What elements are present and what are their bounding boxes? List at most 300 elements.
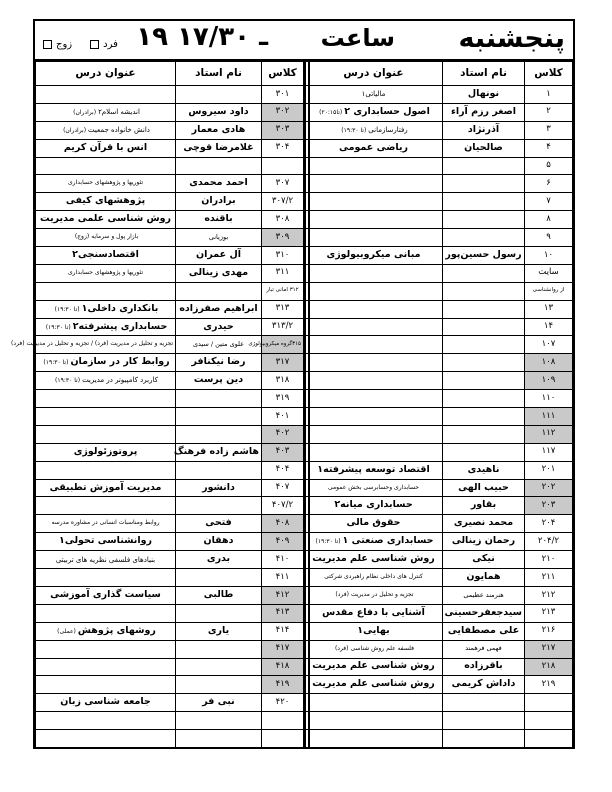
course-title: روانشناسی تحولی۱ xyxy=(59,535,152,547)
course-title: فلسفه علم روش شناسی xyxy=(350,644,415,652)
right-header-row xyxy=(305,62,573,86)
course-cell xyxy=(36,658,176,676)
table-row xyxy=(305,604,573,622)
time-range: ۱۹ ـ ۱۷/۳۰ xyxy=(136,22,268,52)
instructor-cell: احمد محمدی xyxy=(176,175,262,193)
room-column-header: کلاس xyxy=(525,62,573,86)
table-row xyxy=(36,336,304,354)
instructor-cell: اصغر رزم آراء xyxy=(443,103,525,121)
table-row xyxy=(36,569,304,587)
course-title: آشنایی با دفاع مقدس xyxy=(322,606,425,618)
instructor-cell xyxy=(176,658,262,676)
instructor-cell xyxy=(443,211,525,229)
room-cell: ۳۱۲ امانی تبار xyxy=(262,282,304,300)
instructor-cell: باقنده xyxy=(176,211,262,229)
course-cell xyxy=(305,86,443,104)
course-cell xyxy=(36,211,176,229)
course-cell xyxy=(305,658,443,676)
course-cell xyxy=(305,586,443,604)
room-cell: ۲ xyxy=(525,103,573,121)
table-row xyxy=(36,551,304,569)
room-cell: ۴۰۲ xyxy=(262,425,304,443)
room-cell: ۱۴ xyxy=(525,318,573,336)
table-row xyxy=(305,247,573,265)
room-cell: ۴۰۳ xyxy=(262,443,304,461)
course-cell xyxy=(305,622,443,640)
instructor-cell: طالبی xyxy=(176,586,262,604)
course-cell xyxy=(305,175,443,193)
room-cell: ۴۰۷ xyxy=(262,479,304,497)
instructor-cell xyxy=(176,157,262,175)
table-row xyxy=(36,676,304,694)
room-cell: ۳ xyxy=(525,121,573,139)
table-row xyxy=(36,282,304,300)
instructor-cell: بوزیانی xyxy=(176,229,262,247)
course-cell xyxy=(305,497,443,515)
table-row xyxy=(305,425,573,443)
table-row xyxy=(36,390,304,408)
course-title: تجزیه و تحلیل در مدیریت xyxy=(350,590,414,598)
course-cell xyxy=(36,443,176,461)
room-cell: ۲۰۳ xyxy=(525,497,573,515)
course-cell xyxy=(36,640,176,658)
room-cell: ۱۱۲ xyxy=(525,425,573,443)
course-cell xyxy=(36,533,176,551)
instructor-cell xyxy=(443,425,525,443)
room-cell: ۴۱۷ xyxy=(262,640,304,658)
room-cell: ۱ xyxy=(525,86,573,104)
room-cell: ۴۰۷/۲ xyxy=(262,497,304,515)
instructor-cell xyxy=(176,712,262,730)
room-cell: از روانشناسی xyxy=(525,282,573,300)
single-label: فرد xyxy=(103,39,118,50)
course-cell xyxy=(305,318,443,336)
course-cell xyxy=(36,390,176,408)
room-cell: ۴۱۴ xyxy=(262,622,304,640)
instructor-cell: مهدی زینالی xyxy=(176,264,262,282)
right-schedule-table xyxy=(304,61,573,748)
table-row xyxy=(305,533,573,551)
table-row xyxy=(36,461,304,479)
course-cell xyxy=(305,139,443,157)
course-cell xyxy=(305,533,443,551)
course-cell xyxy=(36,461,176,479)
room-cell: ۴۰۹ xyxy=(262,533,304,551)
course-cell xyxy=(36,694,176,712)
room-cell: ۳۰۳ xyxy=(262,121,304,139)
table-row xyxy=(36,86,304,104)
course-cell xyxy=(305,551,443,569)
instructor-cell xyxy=(176,640,262,658)
instructor-cell xyxy=(443,408,525,426)
table-row xyxy=(305,157,573,175)
table-row xyxy=(36,264,304,282)
room-cell: ۳۰۲ xyxy=(262,103,304,121)
course-cell xyxy=(36,569,176,587)
course-cell xyxy=(36,354,176,372)
room-cell: ۳۱۵گروه میکروبیولوژی xyxy=(262,336,304,354)
instructor-cell xyxy=(176,282,262,300)
instructor-cell: باقرزاده xyxy=(443,658,525,676)
room-cell: ۳۱۸ xyxy=(262,372,304,390)
instructor-cell: هاشم زاده فرهنگ xyxy=(176,443,262,461)
table-row xyxy=(305,300,573,318)
instructor-cell xyxy=(443,264,525,282)
room-cell: ۴۰۴ xyxy=(262,461,304,479)
instructor-cell xyxy=(443,282,525,300)
room-cell: ۳۱۰ xyxy=(262,247,304,265)
room-cell xyxy=(525,730,573,748)
course-cell xyxy=(305,103,443,121)
course-cell xyxy=(36,479,176,497)
instructor-cell: دانشور xyxy=(176,479,262,497)
instructor-cell: رسول حسین‌پور xyxy=(443,247,525,265)
course-note: (تا ۱۹:۳۰) xyxy=(45,323,71,331)
course-title: تئوریها و پژوهشهای حسابداری xyxy=(67,179,143,187)
table-row xyxy=(36,425,304,443)
instructor-cell: محمد نصیری xyxy=(443,515,525,533)
time-label: ساعت xyxy=(320,24,395,52)
table-row xyxy=(305,139,573,157)
course-title: انس با قرآن کریم xyxy=(63,141,148,153)
course-note: (زوج) xyxy=(74,233,90,241)
table-row xyxy=(36,121,304,139)
instructor-cell xyxy=(443,318,525,336)
course-title: حسابداری پیشرفته۲ xyxy=(72,320,168,332)
table-row xyxy=(36,175,304,193)
instructor-column-header: نام استاد xyxy=(443,62,525,86)
course-note: (عملی) xyxy=(57,627,76,635)
table-row xyxy=(305,193,573,211)
room-cell: ۴۱۱ xyxy=(262,569,304,587)
instructor-cell: آل عمران xyxy=(176,247,262,265)
course-cell xyxy=(305,425,443,443)
course-column-header: عنوان درس xyxy=(305,62,443,86)
course-note: (برادران) xyxy=(63,126,87,134)
course-note: (فرد) xyxy=(335,590,349,598)
course-title: روش شناسی علم مدیریت xyxy=(312,660,435,672)
schedule-sheet xyxy=(11,19,575,749)
room-cell: ۳۱۷ xyxy=(262,354,304,372)
instructor-cell: رضا نیکنافر xyxy=(176,354,262,372)
single-checkbox[interactable] xyxy=(90,40,99,49)
instructor-cell xyxy=(443,694,525,712)
table-row xyxy=(36,533,304,551)
table-row xyxy=(305,408,573,426)
room-cell: ۱۱۰ xyxy=(525,390,573,408)
room-cell: ۳۰۴ xyxy=(262,139,304,157)
table-row xyxy=(305,354,573,372)
table-row xyxy=(36,229,304,247)
room-cell: ۱۰۹ xyxy=(525,372,573,390)
course-title: روش شناسی علم مدیریت xyxy=(312,553,435,565)
room-cell: ۱۳ xyxy=(525,300,573,318)
course-title: بانکداری داخلی۱ xyxy=(81,302,159,314)
course-cell xyxy=(36,86,176,104)
room-cell: ۳۰۷ xyxy=(262,175,304,193)
course-cell xyxy=(305,712,443,730)
instructor-cell: علوی متین / سیدی xyxy=(176,336,262,354)
course-title: اقتصاد توسعه پیشرفته۱ xyxy=(317,463,430,475)
course-cell xyxy=(305,264,443,282)
instructor-cell xyxy=(443,372,525,390)
table-row xyxy=(305,676,573,694)
course-title: تئوریها و پژوهشهای حسابداری xyxy=(67,268,143,276)
instructor-cell: بقاور xyxy=(443,497,525,515)
instructor-cell xyxy=(176,425,262,443)
course-cell xyxy=(36,604,176,622)
course-note: (تا۲۰:۱۵) xyxy=(319,108,343,116)
course-title: حسابداری وحسابرسی بخش عمومی xyxy=(327,483,420,491)
course-title: حسابداری میانه۲ xyxy=(334,499,413,511)
table-row xyxy=(305,640,573,658)
instructor-cell xyxy=(443,336,525,354)
room-cell: ۲۰۲ xyxy=(525,479,573,497)
schedule-header xyxy=(35,21,573,61)
room-cell: ۴۰۸ xyxy=(262,515,304,533)
table-row xyxy=(36,712,304,730)
room-cell: ۲۱۰ xyxy=(525,551,573,569)
table-row xyxy=(305,282,573,300)
course-cell xyxy=(36,551,176,569)
table-row xyxy=(305,569,573,587)
instructor-cell: نیکی xyxy=(443,551,525,569)
table-row xyxy=(305,461,573,479)
instructor-cell xyxy=(176,730,262,748)
instructor-cell: دین پرست xyxy=(176,372,262,390)
course-cell xyxy=(36,282,176,300)
instructor-cell: برادران xyxy=(176,193,262,211)
course-cell xyxy=(36,586,176,604)
table-row xyxy=(36,586,304,604)
instructor-column-header: نام استاد xyxy=(176,62,262,86)
room-cell: ۲۰۴/۲ xyxy=(525,533,573,551)
table-row xyxy=(305,551,573,569)
course-note: (فرد) xyxy=(334,644,349,652)
course-cell xyxy=(36,229,176,247)
course-cell xyxy=(36,497,176,515)
table-row xyxy=(305,372,573,390)
room-cell: ۲۱۱ xyxy=(525,569,573,587)
course-title: حقوق مالی xyxy=(346,517,401,529)
course-title: مدیریت آموزش تطبیقی xyxy=(49,481,162,493)
table-row xyxy=(36,658,304,676)
course-title: رفتارسازمانی xyxy=(368,125,408,134)
room-cell: ۵ xyxy=(525,157,573,175)
room-cell: ۳۱۳ xyxy=(262,300,304,318)
table-row xyxy=(36,730,304,748)
table-row xyxy=(305,229,573,247)
room-cell: ۱۰۸ xyxy=(525,354,573,372)
left-schedule-table xyxy=(11,61,304,748)
course-cell xyxy=(305,282,443,300)
table-row xyxy=(305,318,573,336)
course-cell xyxy=(305,694,443,712)
course-cell xyxy=(36,408,176,426)
table-row xyxy=(305,103,573,121)
instructor-cell: یاری xyxy=(176,622,262,640)
table-row xyxy=(36,479,304,497)
course-title: روشهای پژوهش xyxy=(77,624,156,636)
table-row xyxy=(36,139,304,157)
course-cell xyxy=(305,229,443,247)
table-row xyxy=(36,300,304,318)
table-row xyxy=(36,604,304,622)
course-cell xyxy=(36,264,176,282)
instructor-cell xyxy=(443,390,525,408)
table-row xyxy=(305,712,573,730)
course-cell xyxy=(305,157,443,175)
instructor-cell: ناهیدی xyxy=(443,461,525,479)
instructor-cell: حبیب الهی xyxy=(443,479,525,497)
course-title: دانش خانواده جمعیت xyxy=(88,125,150,134)
table-row xyxy=(305,336,573,354)
room-cell: ۱۱۱ xyxy=(525,408,573,426)
table-row xyxy=(305,730,573,748)
course-title: کاربرد کامپیوتر در مدیریت xyxy=(82,376,158,385)
instructor-cell: علی مصطفایی xyxy=(443,622,525,640)
course-cell xyxy=(305,300,443,318)
room-cell: ۳۰۱ xyxy=(262,86,304,104)
instructor-cell: نبی فر xyxy=(176,694,262,712)
course-cell xyxy=(305,121,443,139)
table-row xyxy=(36,694,304,712)
table-row xyxy=(305,175,573,193)
table-row xyxy=(305,694,573,712)
course-title: مبانی میکروبیولوژی xyxy=(326,249,421,260)
course-title: کنترل های داخلی نظام راهبردی شرکتی xyxy=(324,573,423,581)
room-cell: ۱۰ xyxy=(525,247,573,265)
course-cell xyxy=(305,730,443,748)
course-title: پژوهشهای کیفی xyxy=(65,195,146,207)
room-cell: ۷ xyxy=(525,193,573,211)
instructor-cell: فتحی xyxy=(176,515,262,533)
instructor-cell xyxy=(443,175,525,193)
table-row xyxy=(36,247,304,265)
course-title: بهایی۱ xyxy=(357,624,390,636)
even-checkbox[interactable] xyxy=(43,40,52,49)
room-cell xyxy=(262,730,304,748)
course-cell xyxy=(305,461,443,479)
table-row xyxy=(36,622,304,640)
instructor-cell xyxy=(176,408,262,426)
instructor-cell xyxy=(176,676,262,694)
room-cell: ۶ xyxy=(525,175,573,193)
room-cell: ۲۱۹ xyxy=(525,676,573,694)
table-row xyxy=(305,264,573,282)
instructor-cell xyxy=(443,730,525,748)
course-cell xyxy=(36,676,176,694)
room-cell: ۴۱۳ xyxy=(262,604,304,622)
instructor-cell: صالحیان xyxy=(443,139,525,157)
instructor-cell: هادی معمار xyxy=(176,121,262,139)
instructor-cell xyxy=(176,390,262,408)
table-row xyxy=(305,211,573,229)
room-cell: ۲۱۷ xyxy=(525,640,573,658)
table-row xyxy=(36,354,304,372)
instructor-cell: همایون xyxy=(443,569,525,587)
room-cell: ۴۰۱ xyxy=(262,408,304,426)
instructor-cell: آذرنژاد xyxy=(443,121,525,139)
table-row xyxy=(305,658,573,676)
day-title: پنجشنبه xyxy=(458,23,565,54)
room-cell: ۱۰۷ xyxy=(525,336,573,354)
instructor-cell: دهقان xyxy=(176,533,262,551)
course-note: (برادران) xyxy=(73,108,97,116)
instructor-cell: سیدجعفرحسینی xyxy=(443,604,525,622)
instructor-cell xyxy=(176,604,262,622)
course-title: روابط ومناسبات انسانی در مشاوره مدرسه xyxy=(51,519,160,527)
room-cell: ۲۱۶ xyxy=(525,622,573,640)
left-header-row xyxy=(36,62,304,86)
room-cell: ۴۱۸ xyxy=(262,658,304,676)
course-cell xyxy=(36,622,176,640)
room-cell xyxy=(525,712,573,730)
instructor-cell: هنرمند عظیمی xyxy=(443,586,525,604)
room-cell: ۱۱۷ xyxy=(525,443,573,461)
course-title: بنیادهای فلسفی نظریه های تربیتی xyxy=(55,555,156,564)
instructor-cell xyxy=(176,569,262,587)
instructor-cell: داود سیروس xyxy=(176,103,262,121)
room-cell: ۴ xyxy=(525,139,573,157)
instructor-cell xyxy=(176,497,262,515)
instructor-cell xyxy=(443,157,525,175)
room-cell: ۳۰۸ xyxy=(262,211,304,229)
room-cell xyxy=(262,712,304,730)
course-title: پروتوزئولوژی xyxy=(73,445,138,457)
room-cell: ۳۱۱ xyxy=(262,264,304,282)
course-cell xyxy=(36,139,176,157)
course-title: روابط کار در سازمان xyxy=(70,356,170,368)
course-cell xyxy=(305,211,443,229)
course-title: سیاست گذاری آموزشی xyxy=(50,588,161,600)
table-row xyxy=(305,515,573,533)
table-row xyxy=(36,211,304,229)
instructor-cell xyxy=(443,300,525,318)
room-cell: ۳۰۷/۲ xyxy=(262,193,304,211)
course-cell xyxy=(36,175,176,193)
instructor-cell: نونهال xyxy=(443,86,525,104)
course-cell xyxy=(36,193,176,211)
instructor-cell: بدری xyxy=(176,551,262,569)
table-row xyxy=(36,443,304,461)
room-cell: ۲۰۱ xyxy=(525,461,573,479)
room-cell xyxy=(525,694,573,712)
instructor-cell: ابراهیم صفرزاده xyxy=(176,300,262,318)
instructor-cell: رحمان زینالی xyxy=(443,533,525,551)
table-row xyxy=(36,157,304,175)
table-row xyxy=(305,390,573,408)
center-divider xyxy=(304,61,310,747)
course-cell xyxy=(36,247,176,265)
table-row xyxy=(36,640,304,658)
course-title: روش شناسی علمی مدیریت xyxy=(40,213,171,225)
instructor-cell: داداش کریمی xyxy=(443,676,525,694)
course-cell xyxy=(36,103,176,121)
room-cell: ۲۱۲ xyxy=(525,586,573,604)
course-cell xyxy=(305,676,443,694)
course-cell xyxy=(305,336,443,354)
room-cell: ۴۲۰ xyxy=(262,694,304,712)
course-cell xyxy=(305,193,443,211)
course-cell xyxy=(305,354,443,372)
room-cell: ۴۱۰ xyxy=(262,551,304,569)
instructor-cell xyxy=(443,193,525,211)
course-column-header: عنوان درس xyxy=(36,62,176,86)
course-cell xyxy=(305,569,443,587)
course-cell xyxy=(36,372,176,390)
course-note: (تا ۱۹:۳۰) xyxy=(54,305,80,313)
